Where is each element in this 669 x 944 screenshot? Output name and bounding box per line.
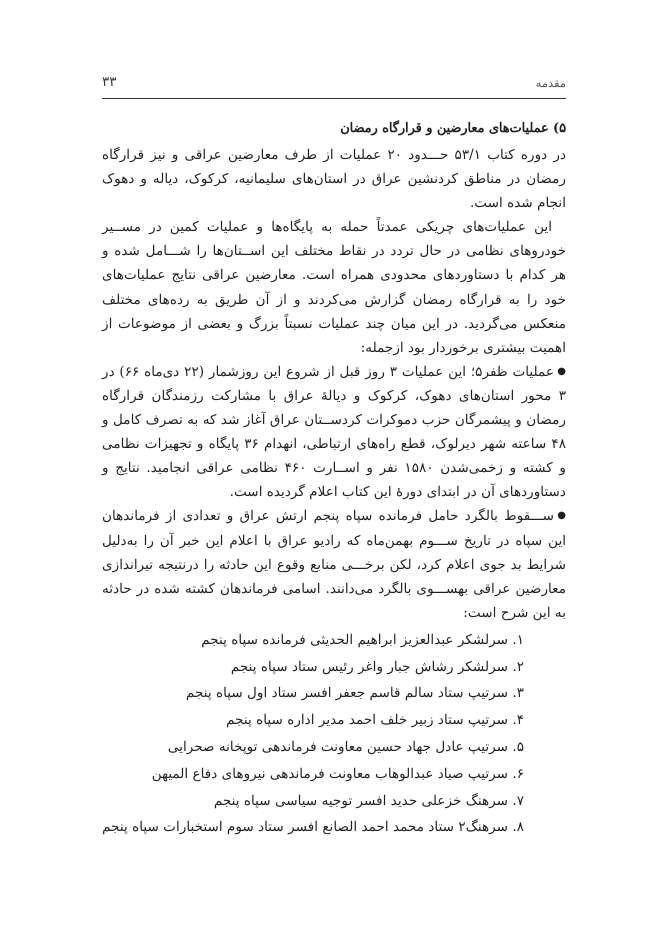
page-number: ۳۳: [102, 74, 117, 90]
list-item: ۱. سرلشکر عبدالعزیز ابراهیم الحدیثی فرمانده سپاه پنجم: [201, 631, 524, 648]
list-item: ۲. سرلشکر رشاش جبار واغر رئیس ستاد سپاه پنجم: [230, 658, 524, 675]
bullet-item-helicopter-crash: [102, 504, 566, 624]
list-item: ۴. سرتیپ ستاد زبیر خلف احمد مدیر اداره سپاه پنجم: [226, 712, 524, 729]
bullet-icon: ●: [557, 510, 566, 522]
running-title: مقدمه: [535, 76, 566, 90]
bullet-text: عملیات ظفر۵؛ این عملیات ۳ روز قبل از شروع این روزشمار (۲۲ دی‌ماه ۶۶) در ۳ محور استان‌های دهوک، کرکوک و دیالهٔ عراق با مشارکت رزمندگان قرارگاه رمضان و پیشمرگان حزب دموکرات کردســتان عراق آغاز شد که به تصرف کامل و ۴۸ ساعته شهر دیرلوک، قطع راه‌های ارتباطی، انهدام ۳۶ پایگاه و تجهیزات نظامی و کشته و زخمی‌شدن ۱۵۸۰ نفر و اســارت ۴۶۰ نظامی عراقی انجامید. نتایج و دستاوردهای آن در ابتدای دورهٔ این کتاب اعلام گردیده است.: [102, 363, 566, 501]
list-item: ۶. سرتیپ صیاد عبدالوهاب معاونت فرماندهی نیروهای دفاع المیهن: [151, 765, 524, 782]
list-item: ۷. سرهنگ خزعلی حدید افسر توجیه سیاسی سپاه پنجم: [213, 792, 524, 809]
running-head: [102, 76, 566, 96]
page-body: [102, 118, 566, 841]
list-item: ۳. سرتیپ ستاد سالم قاسم جعفر افسر ستاد اول سپاه پنجم: [185, 685, 524, 702]
section-heading: ۵) عملیات‌های معارضین و قرارگاه رمضان: [340, 121, 566, 136]
header-rule: [102, 98, 566, 99]
intro-paragraph: در دوره کتاب ۵۳/۱ حـــدود ۲۰ عملیات از طرف معارضین عراقی و نیز قرارگاه رمضان در مناطق کردنشین عراق در استان‌های سلیمانیه، کرکوک، دیاله و دهوک انجام شده است.: [102, 147, 566, 212]
list-item: ۵. سرتیپ عادل جهاد حسین معاونت فرماندهی توپخانه صحرایی: [167, 739, 524, 756]
operations-paragraph: این عملیات‌های چریکی عمدتاً حمله به پایگاه‌ها و عملیات کمین در مســیر خودروهای نظامی در حال تردد در نقاط مختلف این اســتان‌ها را شـــامل شده و هر کدام با دستاوردهای محدودی همراه است. معارضین عراقی نتایج عملیات‌های خود را به قرارگاه رمضان گزارش می‌کردند و از آن طریق به رده‌های مختلف منعکس می‌گردید. در این میان چند عملیات نسبتاً بزرگ و بعضی از موضوعات از اهمیت بیشتری برخوردار بود ازجمله:: [102, 219, 566, 356]
bullet-list: [102, 360, 566, 625]
commanders-list: [102, 627, 566, 841]
bullet-icon: ●: [557, 365, 566, 377]
list-item: ۸. سرهنگ۲ ستاد محمد احمد الصانع افسر ستاد سوم استخبارات سپاه پنجم: [102, 819, 524, 836]
bullet-text: ســـقوط بالگرد حامل فرمانده سپاه پنجم ارتش عراق و تعدادی از فرماندهان این سپاه در تاریخ ســـوم بهمن‌ماه که رادیو عراق با اعلام این خبر آن را به‌دلیل شرایط بد جوی اعلام کرد، لکن برخـــی منابع وقوع این حادثه را درنتیجه تیراندازی معارضین عراقی بهســـوی بالگرد می‌دانند. اسامی فرماندهان کشته شده در حادثه به این شرح است:: [102, 508, 566, 621]
bullet-item-zafar5: [102, 360, 566, 505]
